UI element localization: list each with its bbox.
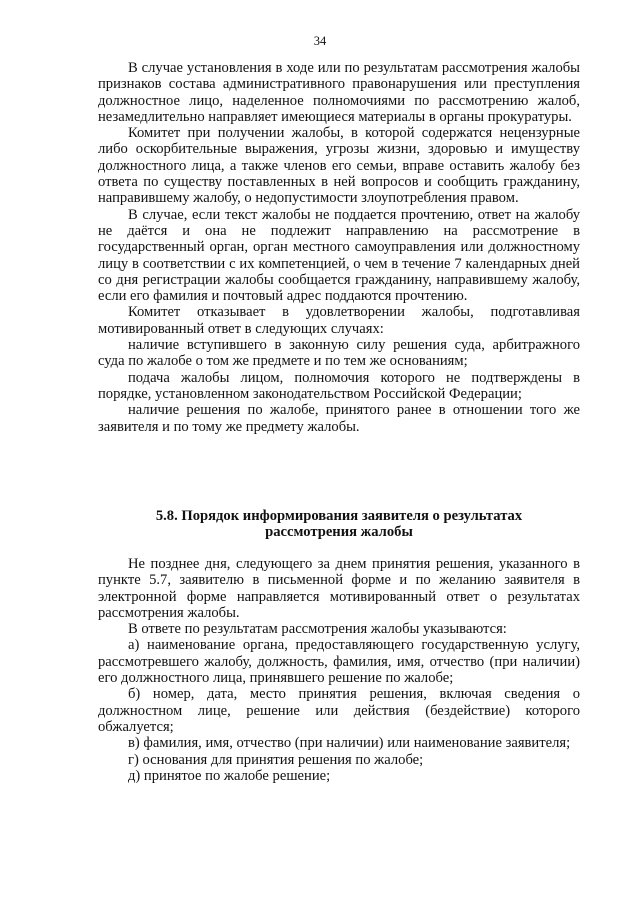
list-item-b: б) номер, дата, место принятия решения, включая сведения о должностном лице, решение или действия (бездействие) которого обжалуется;: [98, 686, 580, 735]
applicant-notification-text: [98, 556, 580, 784]
list-item-g: г) основания для принятия решения по жалобе;: [128, 751, 424, 768]
paragraph-response-contents: В ответе по результатам рассмотрения жалобы указываются:: [128, 621, 507, 638]
complaint-handling-text: [98, 60, 580, 435]
list-item-d: д) принятое по жалобе решение;: [128, 767, 331, 784]
paragraph-prosecutor-referral: В случае установления в ходе или по результатам рассмотрения жалобы признаков состава административного правонарушения или преступления должностное лицо, наделенное полномочиями по рассмотрению жалоб, незамедлительно направляет имеющиеся материалы в органы прокуратуры.: [98, 60, 580, 125]
paragraph-offensive-complaint: Комитет при получении жалобы, в которой содержатся нецензурные либо оскорбительные выражения, угрозы жизни, здоровью и имуществу должностного лица, а также членов его семьи, вправе оставить жалобу без ответа по существу поставленных в ней вопросов и сообщить гражданину, направившему жалобу, о недопустимости злоупотребления правом.: [98, 125, 580, 207]
section-heading: [98, 508, 580, 541]
paragraph-prior-decision: наличие решения по жалобе, принятого ранее в отношении того же заявителя и по тому же предмету жалобы.: [98, 402, 580, 435]
list-item-v: в) фамилия, имя, отчество (при наличии) или наименование заявителя;: [128, 735, 571, 752]
section-heading-line-2: рассмотрения жалобы: [265, 524, 413, 541]
paragraph-unconfirmed-authority: подача жалобы лицом, полномочия которого не подтверждены в порядке, установленном законодательством Российской Федерации;: [98, 369, 580, 402]
list-item-a: а) наименование органа, предоставляющего государственную услугу, рассмотревшего жалобу, должность, фамилия, имя, отчество (при наличии) его должностного лица, принявшего решение по жалобе;: [98, 637, 580, 687]
page-number: 34: [313, 34, 327, 48]
paragraph-unreadable-complaint: В случае, если текст жалобы не поддается прочтению, ответ на жалобу не даётся и она не подлежит направлению на рассмотрение в государственный орган, орган местного самоуправления или должностному лицу в соответствии с их компетенцией, о чем в течение 7 календарных дней со дня регистрации жалобы сообщается гражданину, направившему жалобу, если его фамилия и почтовый адрес поддаются прочтению.: [98, 206, 580, 305]
section-heading-line-1: 5.8. Порядок информирования заявителя о результатах: [155, 508, 523, 524]
paragraph-refusal-cases: Комитет отказывает в удовлетворении жалобы, подготавливая мотивированный ответ в следующих случаях:: [98, 304, 580, 337]
paragraph-court-decision: наличие вступившего в законную силу решения суда, арбитражного суда по жалобе о том же предмете и по тем же основаниям;: [98, 337, 580, 370]
paragraph-response-deadline: Не позднее дня, следующего за днем принятия решения, указанного в пункте 5.7, заявителю в письменной форме и по желанию заявителя в электронной форме направляется мотивированный ответ о результатах рассмотрения жалобы.: [98, 556, 580, 621]
